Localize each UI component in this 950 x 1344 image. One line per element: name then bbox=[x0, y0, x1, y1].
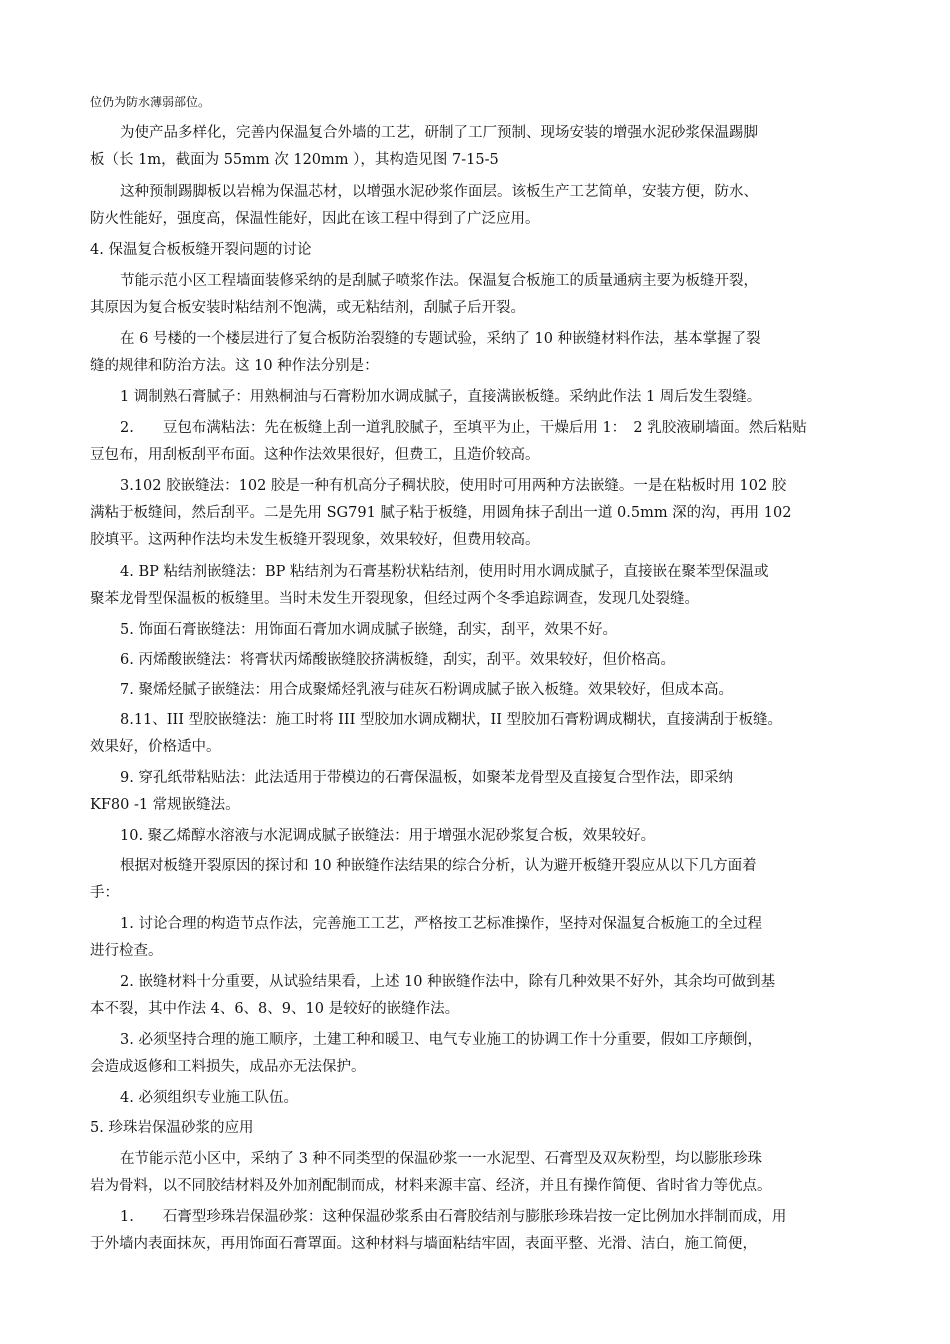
list-item: 1. 讨论合理的构造节点作法，完善施工工艺，严格按工艺标准操作，坚持对保温复合板施工的全过程 bbox=[120, 916, 762, 932]
text-line: 防火性能好，强度高，保温性能好，因此在该工程中得到了广泛应用。 bbox=[90, 211, 540, 227]
list-item: 3. 必须坚持合理的施工顺序，土建工种和暖卫、电气专业施工的协调工作十分重要，假如工序颠倒， bbox=[120, 1032, 762, 1048]
text-line: 位仍为防水薄弱部位。 bbox=[90, 95, 211, 109]
text-line: 聚苯龙骨型保温板的板缝里。当时未发生开裂现象，但经过两个冬季追踪调查，发现几处裂缝。 bbox=[90, 591, 699, 607]
list-item: 10. 聚乙烯醇水溶液与水泥调成腻子嵌缝法：用于增强水泥砂浆复合板，效果较好。 bbox=[120, 828, 656, 844]
list-item: 1 调制熟石膏腻子：用熟桐油与石膏粉加水调成腻子，直接满嵌板缝。采纳此作法 1 周后发生裂缝。 bbox=[120, 389, 762, 405]
text-line: 在 6 号楼的一个楼层进行了复合板防治裂缝的专题试验，采纳了 10 种嵌缝材料作法，基本掌握了裂 bbox=[120, 331, 761, 347]
list-item: 2. 豆包布满粘法：先在板缝上刮一道乳胶腻子，至填平为止，干燥后用 1： 2 乳胶液刷墙面。然后粘贴 bbox=[120, 420, 807, 436]
list-item: 7. 聚烯烃腻子嵌缝法：用合成聚烯烃乳液与硅灰石粉调成腻子嵌入板缝。效果较好，但成本高。 bbox=[120, 682, 733, 698]
text-line: 豆包布，用刮板刮平布面。这种作法效果很好，但费工，且造价较高。 bbox=[90, 447, 540, 463]
text-line: 为使产品多样化，完善内保温复合外墙的工艺，研制了工厂预制、现场安装的增强水泥砂浆保温踢脚 bbox=[120, 125, 758, 141]
text-line: 节能示范小区工程墙面装修采纳的是刮腻子喷浆作法。保温复合板施工的质量通病主要为板缝开裂， bbox=[120, 273, 758, 289]
text-line: 于外墙内表面抹灰，再用饰面石膏罩面。这种材料与墙面粘结牢固，表面平整、光滑、洁白，施工简便， bbox=[90, 1236, 757, 1252]
list-item: 1. 石膏型珍珠岩保温砂浆：这种保温砂浆系由石膏胶结剂与膨胀珍珠岩按一定比例加水拌制而成，用 bbox=[120, 1209, 787, 1225]
list-item: 4. BP 粘结剂嵌缝法：BP 粘结剂为石膏基粉状粘结剂，使用时用水调成腻子，直接嵌在聚苯型保温或 bbox=[120, 564, 769, 580]
list-item: 9. 穿孔纸带粘贴法：此法适用于带模边的石膏保温板，如聚苯龙骨型及直接复合型作法，即采纳 bbox=[120, 770, 733, 786]
text-line: 根据对板缝开裂原因的探讨和 10 种嵌缝作法结果的综合分析，认为避开板缝开裂应从以下几方面着 bbox=[120, 858, 757, 874]
text-line: 胶填平。这两种作法均未发生板缝开裂现象，效果较好，但费用较高。 bbox=[90, 532, 540, 548]
text-line: 这种预制踢脚板以岩棉为保温芯材，以增强水泥砂浆作面层。该板生产工艺简单，安装方便，防水、 bbox=[120, 184, 758, 200]
text-line: 本不裂，其中作法 4、6、8、9、10 是较好的嵌缝作法。 bbox=[90, 1001, 460, 1017]
section-heading: 5. 珍珠岩保温砂浆的应用 bbox=[90, 1120, 254, 1136]
text-line: 手： bbox=[90, 885, 119, 901]
text-line: 在节能示范小区中，采纳了 3 种不同类型的保温砂浆一一水泥型、石膏型及双灰粉型，均以膨胀珍珠 bbox=[120, 1151, 762, 1167]
text-line: 会造成返修和工料损失，成品亦无法保护。 bbox=[90, 1059, 366, 1075]
text-line: 岩为骨料，以不同胶结材料及外加剂配制而成，材料来源丰富、经济，并且有操作简便、省时省力等优点。 bbox=[90, 1178, 772, 1194]
text-line: 缝的规律和防治方法。这 10 种作法分别是： bbox=[90, 358, 379, 374]
text-line: KF80 -1 常规嵌缝法。 bbox=[90, 797, 240, 813]
text-line: 其原因为复合板安装时粘结剂不饱满，或无粘结剂，刮腻子后开裂。 bbox=[90, 300, 525, 316]
text-line: 进行检查。 bbox=[90, 943, 163, 959]
list-item: 5. 饰面石膏嵌缝法：用饰面石膏加水调成腻子嵌缝，刮实，刮平，效果不好。 bbox=[120, 622, 617, 638]
text-line: 板（长 1m，截面为 55mm 次 120mm ），其构造见图 7-15-5 bbox=[90, 152, 499, 168]
section-heading: 4. 保温复合板板缝开裂问题的讨论 bbox=[90, 242, 312, 258]
text-line: 效果好，价格适中。 bbox=[90, 739, 221, 755]
list-item: 6. 丙烯酸嵌缝法：将膏状丙烯酸嵌缝胶挤满板缝，刮实，刮平。效果较好，但价格高。 bbox=[120, 652, 675, 668]
list-item: 8.11、III 型胶嵌缝法：施工时将 III 型胶加水调成糊状，II 型胶加石膏粉调成糊状，直接满刮于板缝。 bbox=[120, 712, 783, 728]
list-item: 3.102 胶嵌缝法：102 胶是一种有机高分子稠状胶，使用时可用两种方法嵌缝。一是在粘板时用 102 胶 bbox=[120, 478, 787, 494]
list-item: 4. 必须组织专业施工队伍。 bbox=[120, 1090, 298, 1106]
list-item: 2. 嵌缝材料十分重要，从试验结果看，上述 10 种嵌缝作法中，除有几种效果不好外，其余均可做到基 bbox=[120, 974, 776, 990]
text-line: 满粘于板缝间，然后刮平。二是先用 SG791 腻子粘于板缝，用圆角抹子刮出一道 0.5mm 深的沟，再用 102 bbox=[90, 505, 792, 521]
